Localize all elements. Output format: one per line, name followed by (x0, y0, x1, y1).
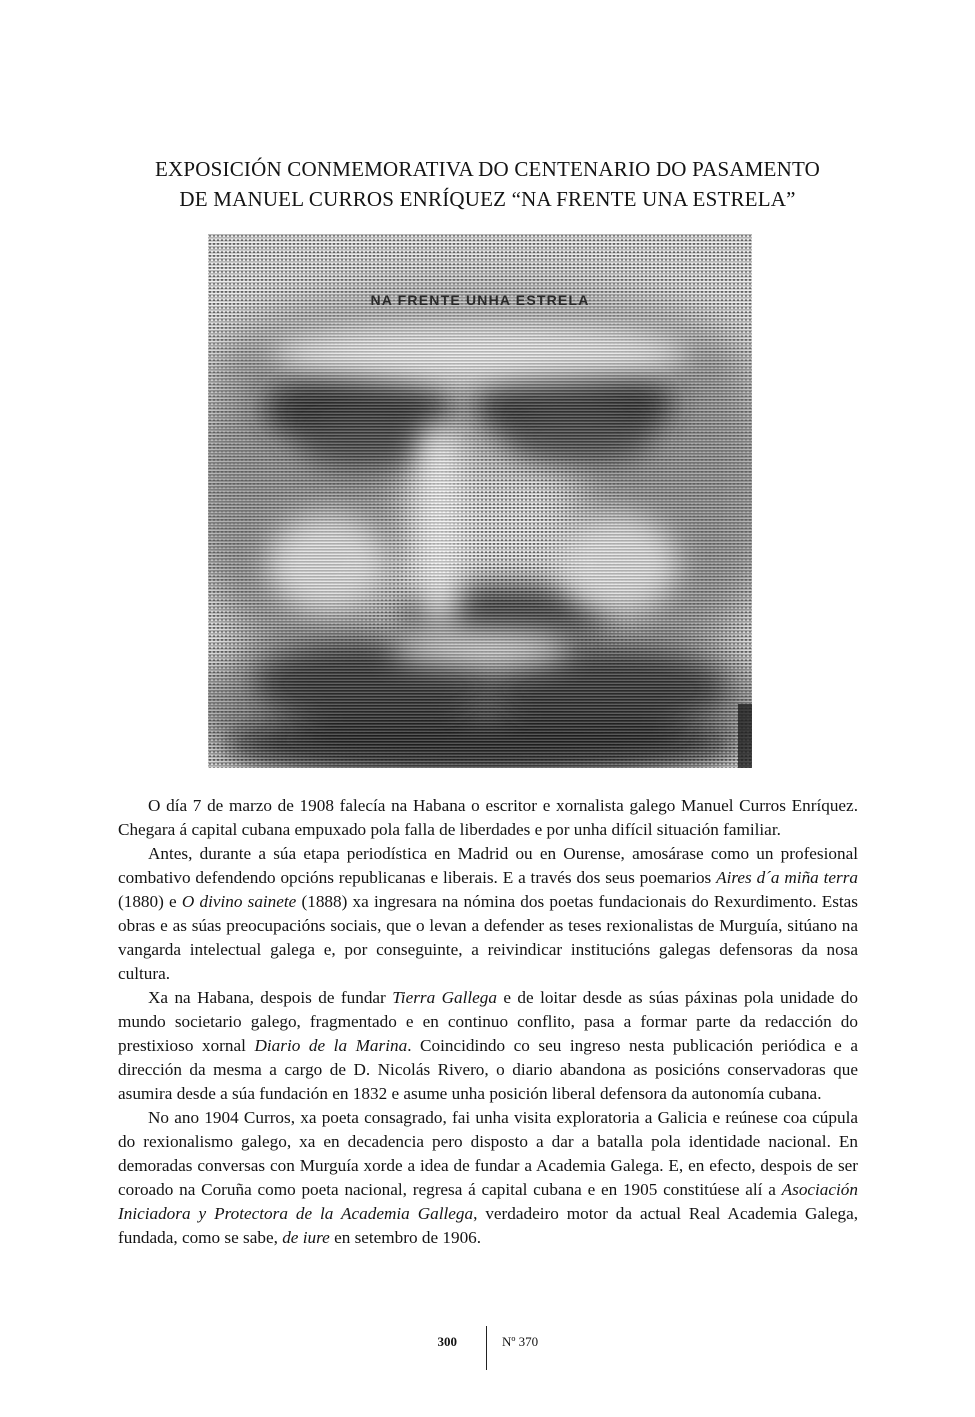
article-title (0, 154, 975, 214)
issue-number: Nº 370 (502, 1334, 539, 1349)
page-number: 300 (437, 1334, 457, 1349)
halftone-face-illustration (208, 234, 752, 768)
paragraph-1: O día 7 de marzo de 1908 falecía na Habana o escritor e xornalista galego Manuel Curros Enríquez. Chegara á capital cubana empuxado pola falla de liberdades e por unha difícil situación familiar. (118, 796, 858, 839)
book-title: O divino sainete (181, 892, 297, 911)
publication-title: Tierra Gallega (392, 988, 497, 1007)
paragraph-2: Antes, durante a súa etapa periodística en Madrid ou en Ourense, amosárase como un profesional combativo defendendo opcións republicanas e liberais. E a través dos seus poemarios Aires d´a miña terra (1880) e O divino sainete (1888) xa ingresara na nómina dos poetas fundacionais do Rexurdimento. Estas obras e as súas preocupacións sociais, que o levan a defender as teses rexionalistas de Murguía, sitúano na vangarda intelectual galega e, por conseguinte, a reivindicar institucións galegas defensoras da nosa cultura. (118, 844, 858, 983)
article-body (118, 794, 858, 1250)
poster-caption: NA FRENTE UNHA ESTRELA (370, 292, 590, 308)
publication-title: Diario de la Marina (254, 1036, 408, 1055)
exhibition-poster-image (208, 234, 752, 768)
paragraph-4: No ano 1904 Curros, xa poeta consagrado, fai unha visita exploratoria a Galicia e reúnese coa cúpula do rexionalismo galego, xa en decadencia pero disposto a dar a batalla pola identidade nacional. En demoradas conversas con Murguía xorde a idea de fundar a Academia Galega. E, en efecto, despois de ser coroado na Coruña como poeta nacional, regresa á capital cubana e en 1905 constitúese alí a Asociación Iniciadora y Protectora de la Academia Gallega, verdadeiro motor da actual Real Academia Galega, fundada, como se sabe, de iure en setembro de 1906. (118, 1108, 858, 1247)
paragraph-3: Xa na Habana, despois de fundar Tierra Gallega e de loitar desde as súas páxinas pola unidade do mundo societario galego, fragmentado e en continuo conflito, pasa a formar parte da redacción do prestixioso xornal Diario de la Marina. Coincidindo co seu ingreso nesta publicación periódica e a dirección da mesma a cargo de D. Nicolás Rivero, o diario abandona as posicións conservadoras que asumira desde a súa fundación en 1832 e asume unha posición liberal defensora da autonomía cubana. (118, 988, 859, 1103)
institution-name: Asociación Iniciadora y Protectora de la Academia Gallega (118, 1180, 858, 1223)
latin-term: de iure (282, 1228, 330, 1247)
book-title: Aires d´a miña terra (716, 868, 858, 887)
page-footer (0, 1326, 975, 1370)
article-title-line-2: DE MANUEL CURROS ENRÍQUEZ “NA FRENTE UNA ESTRELA” (179, 187, 796, 211)
article-title-line-1: EXPOSICIÓN CONMEMORATIVA DO CENTENARIO DO PASAMENTO (155, 157, 820, 181)
footer-divider (486, 1326, 487, 1370)
